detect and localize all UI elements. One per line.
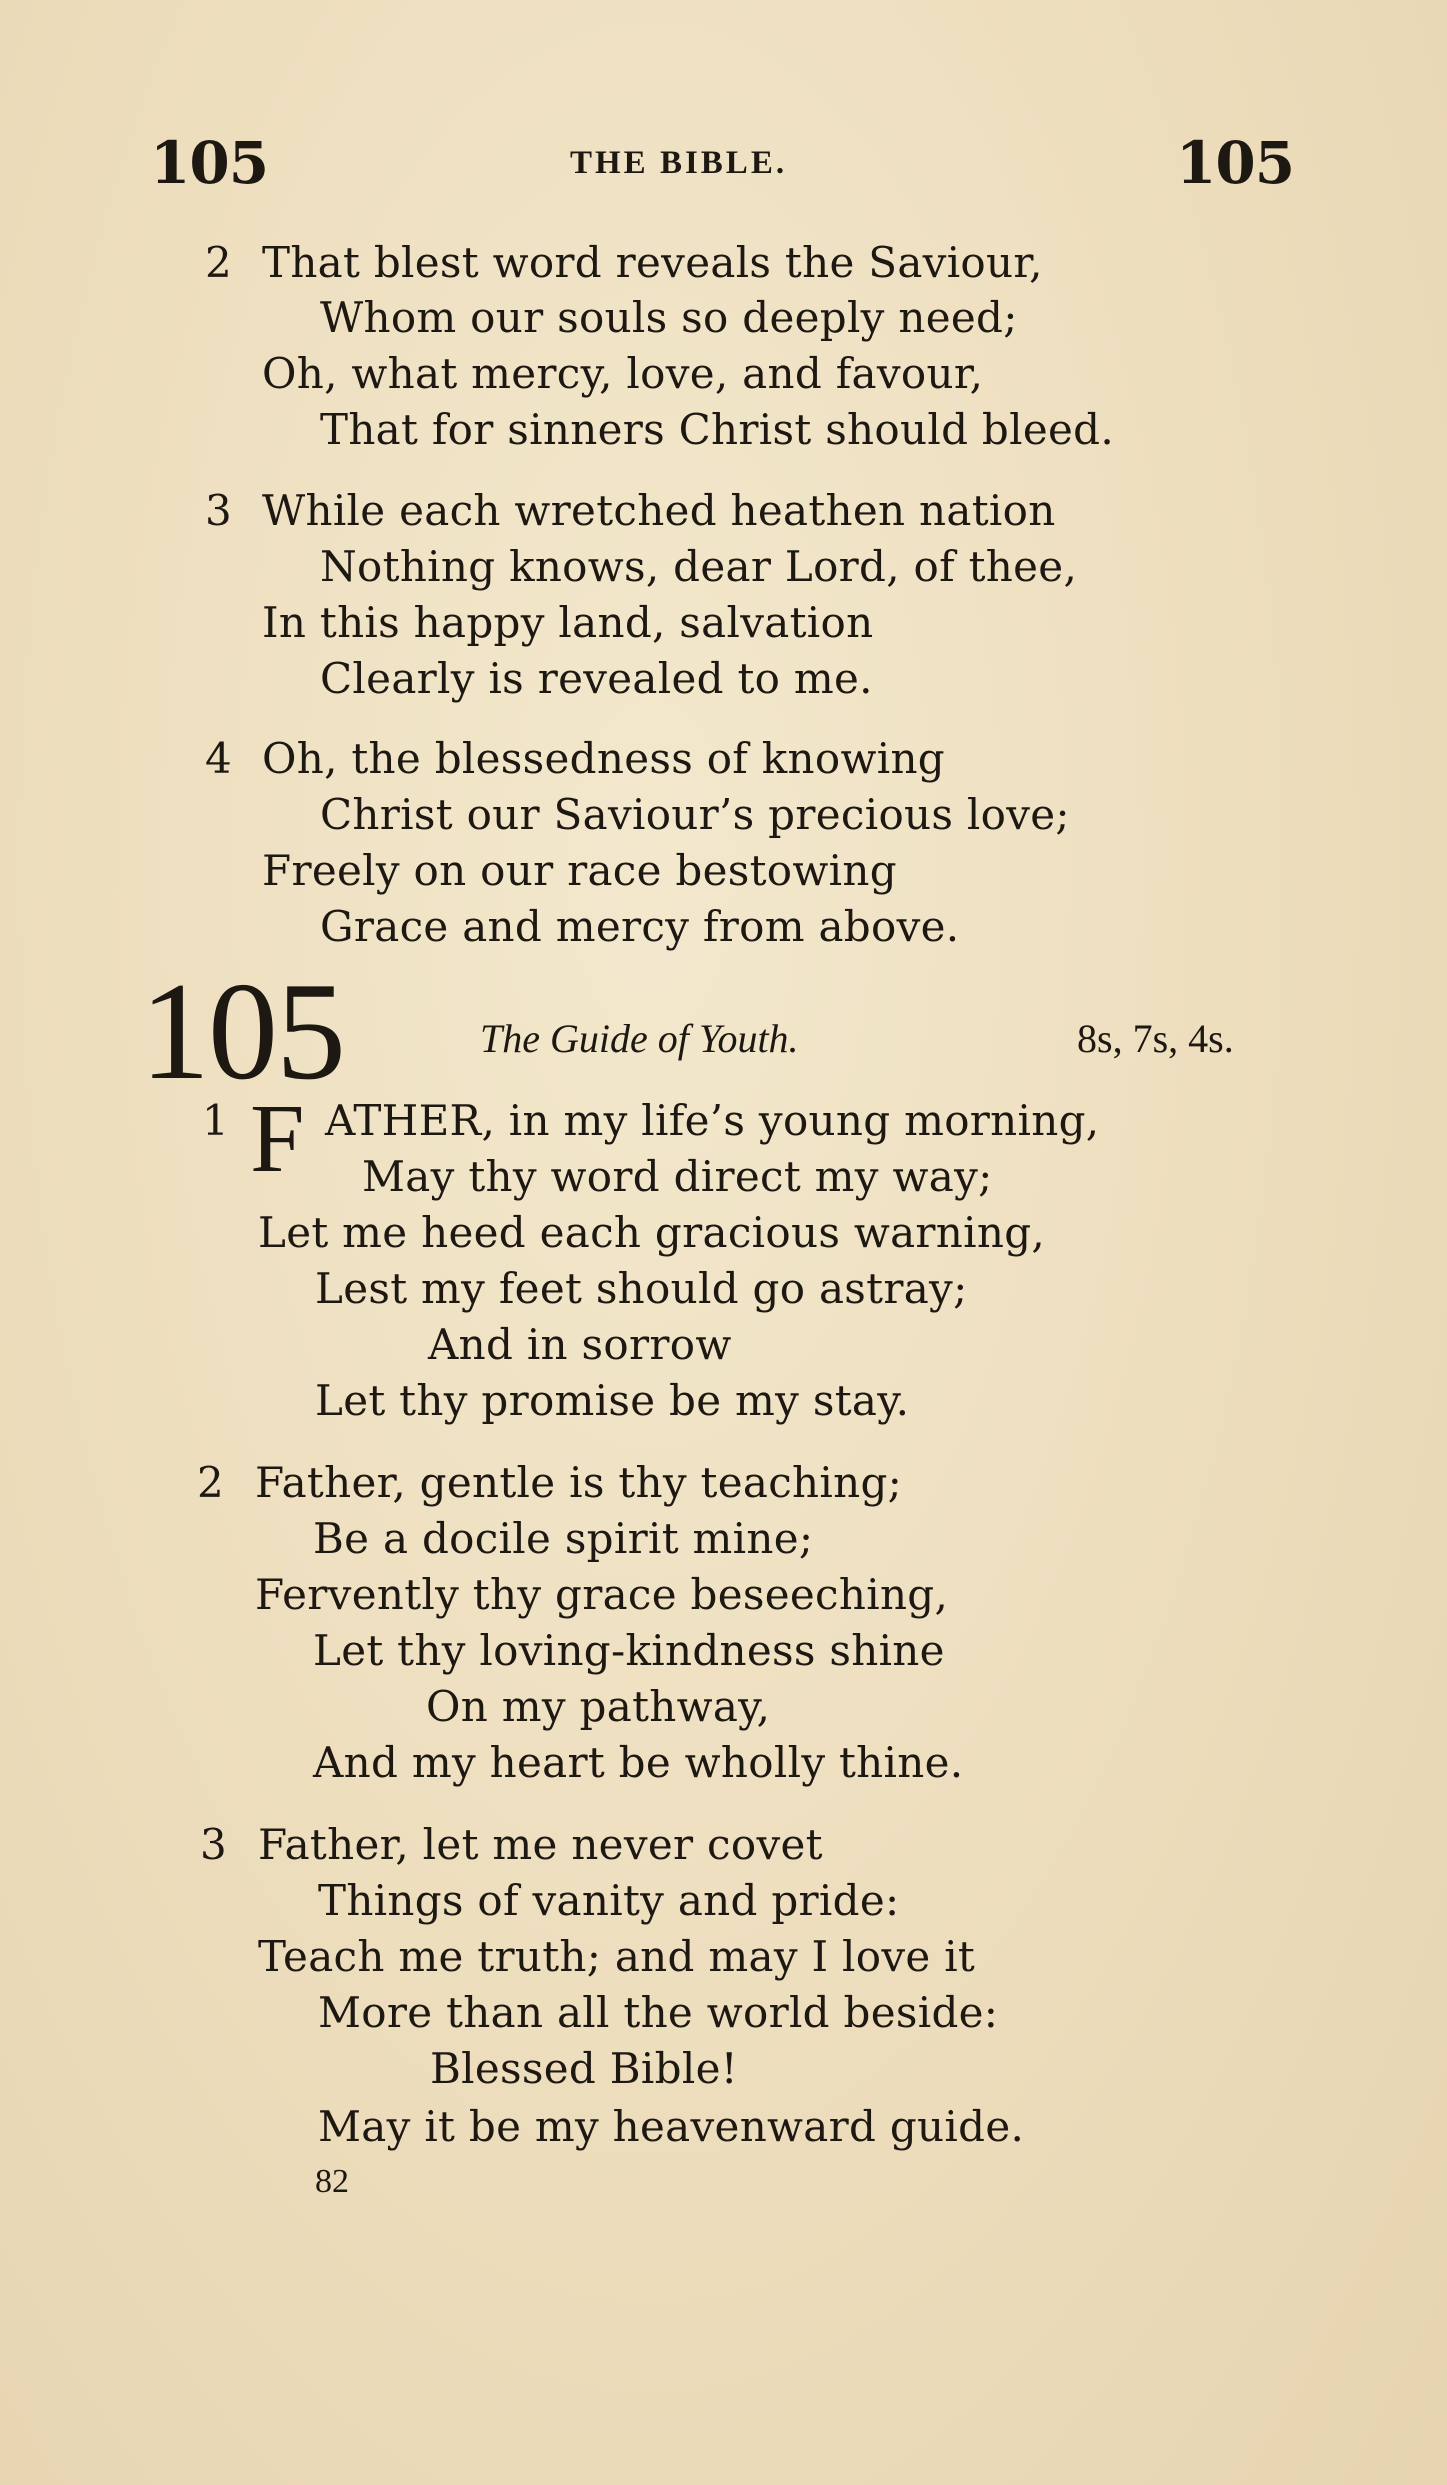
- verse-line: Blessed Bible!: [430, 2044, 738, 2093]
- signature-mark: 82: [315, 2163, 349, 2200]
- verse-line: ATHER, in my life’s young morning,: [325, 1096, 1100, 1145]
- verse-line: Oh, what mercy, love, and favour,: [262, 349, 984, 398]
- verse-line: Be a docile spirit mine;: [313, 1514, 814, 1563]
- verse-number: 2: [205, 238, 232, 287]
- verse-line: Things of vanity and pride:: [318, 1876, 900, 1925]
- verse-line: Let me heed each gracious warning,: [258, 1208, 1046, 1257]
- verse-line: Christ our Saviour’s precious love;: [320, 790, 1070, 839]
- page-number-right: 105: [1176, 129, 1295, 197]
- verse-line: Father, gentle is thy teaching;: [255, 1458, 903, 1507]
- verse-line: And in sorrow: [428, 1320, 732, 1369]
- verse-line: That blest word reveals the Saviour,: [262, 238, 1043, 287]
- hymn-title: The Guide of Youth.: [480, 1016, 799, 1061]
- verse-number: 1: [202, 1096, 229, 1145]
- verse-line: Father, let me never covet: [258, 1820, 823, 1869]
- verse-line: Freely on our race bestowing: [262, 846, 897, 895]
- page-number-left: 105: [150, 129, 269, 197]
- drop-cap: F: [250, 1085, 305, 1193]
- verse-line: Clearly is revealed to me.: [320, 654, 873, 703]
- hymn-number: 105: [140, 954, 344, 1109]
- verse-line: May it be my heavenward guide.: [318, 2102, 1025, 2151]
- verse-line: May thy word direct my way;: [362, 1152, 993, 1201]
- verse-line: That for sinners Christ should bleed.: [320, 405, 1114, 454]
- hymn-meter: 8s, 7s, 4s.: [1077, 1016, 1234, 1061]
- verse-number: 3: [205, 486, 232, 535]
- verse-line: Fervently thy grace beseeching,: [255, 1570, 949, 1619]
- verse-line: On my pathway,: [426, 1682, 771, 1731]
- verse-line: Nothing knows, dear Lord, of thee,: [320, 542, 1078, 591]
- verse-line: Grace and mercy from above.: [320, 902, 960, 951]
- running-title: THE BIBLE.: [570, 145, 788, 181]
- verse-line: While each wretched heathen nation: [262, 486, 1056, 535]
- verse-number: 2: [197, 1458, 224, 1507]
- verse-line: Let thy promise be my stay.: [315, 1376, 910, 1425]
- verse-line: In this happy land, salvation: [262, 598, 874, 647]
- verse-line: Lest my feet should go astray;: [315, 1264, 968, 1313]
- verse-line: Oh, the blessedness of knowing: [262, 734, 945, 783]
- verse-number: 3: [200, 1820, 227, 1869]
- verse-number: 4: [205, 734, 232, 783]
- verse-line: Let thy loving-kindness shine: [313, 1626, 945, 1675]
- verse-line: And my heart be wholly thine.: [313, 1738, 964, 1787]
- verse-line: More than all the world beside:: [318, 1988, 999, 2037]
- verse-line: Whom our souls so deeply need;: [320, 293, 1018, 342]
- verse-line: Teach me truth; and may I love it: [258, 1932, 976, 1981]
